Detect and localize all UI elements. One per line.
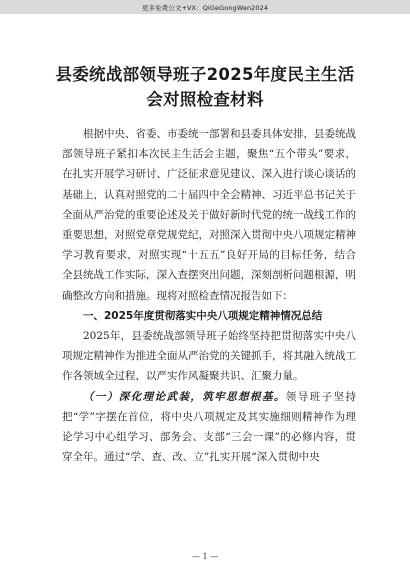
section1-paragraph: 2025年，县委统战部领导班子始终坚持把贯彻落实中央八项规定精神作为推进全面从严治党的关键抓手，将其融入统战工作各领域全过程，以严实作风凝聚共识、汇聚力量。 <box>62 330 356 383</box>
banner-text: 更多免费公文+VX：QiGeGongWen2024 <box>141 3 269 12</box>
document-body <box>62 124 356 467</box>
document-title-line2: 会对照检查材料 <box>146 90 264 109</box>
intro-paragraph: 根据中央、省委、市委统一部署和县委具体安排，县委统战部领导班子紧扣本次民主生活会主题，聚焦“五个带头”要求，在扎实开展学习研讨、广泛征求意见建议、深入进行谈心谈话的基础上，认真对照党的二十届四中全会精神、习近平总书记关于全面从严治党的重要论述及关于做好新时代党的统一战线工作的重要思想，对照党章党规党纪，对照深入贯彻中央八项规定精神学习教育要求，对照实现“十五五”良好开局的目标任务，结合全县统战工作实际，深入查摆突出问题，深刻剖析问题根源，明确整改方向和措施。现将对照检查情况报告如下： <box>62 128 356 302</box>
top-banner <box>0 0 410 14</box>
subsection1-text: 领导班子坚持把“学”字摆在首位，将中央八项规定及其实施细则精神作为理论学习中心组学习、部务会、支部“三会一课”的必修内容，贯穿全年。通过“学、查、改、立”扎实开展“深入贯彻中央 <box>62 390 357 464</box>
page-number: — 1 — <box>191 552 219 561</box>
document-title-line1: 县委统战部领导班子2025年度民主生活 <box>55 65 355 84</box>
section1-heading: 一、2025年度贯彻落实中央八项规定精神情况总结 <box>83 309 323 322</box>
subsection1-paragraph <box>62 387 356 468</box>
subsection1-heading: （一）深化理论武装，筑牢思想根基。 <box>83 390 286 403</box>
